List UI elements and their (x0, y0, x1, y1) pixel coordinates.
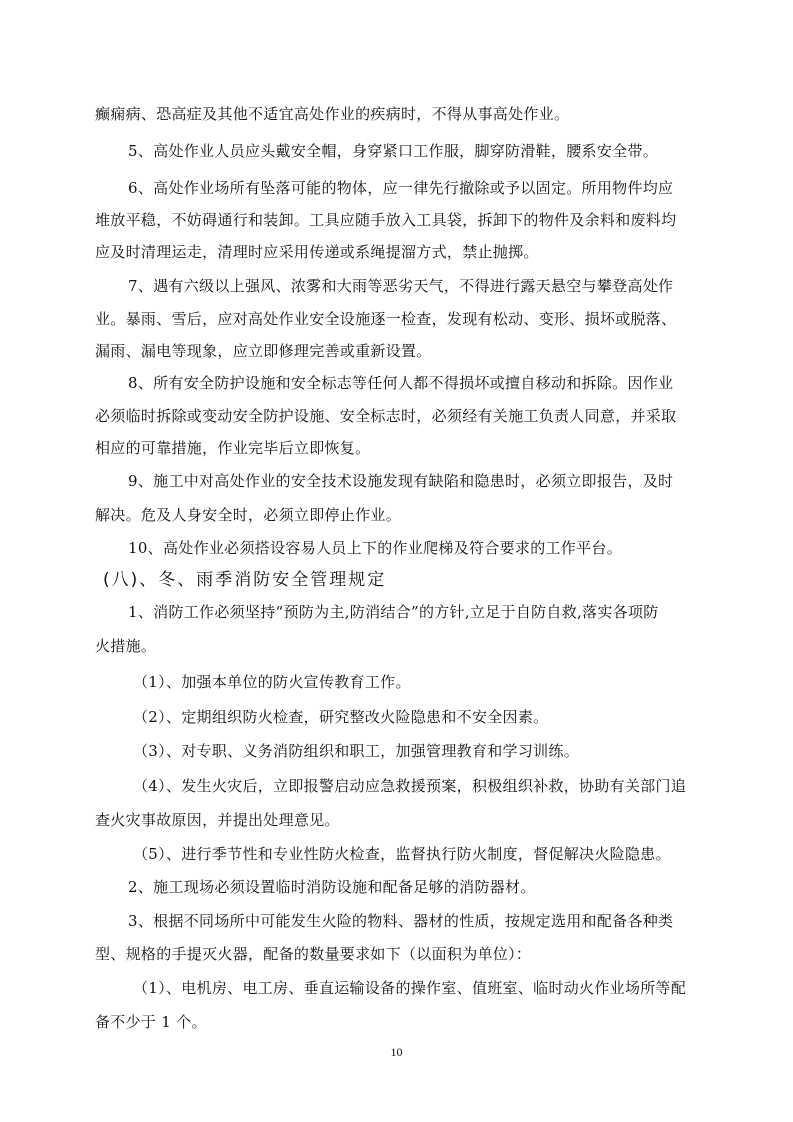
paragraph-line: 漏雨、漏电等现象，应立即修理完善或重新设置。 (95, 342, 432, 360)
paragraph-line: 7、遇有六级以上强风、浓雾和大雨等恶劣天气，不得进行露天悬空与攀登高处作 (128, 277, 674, 295)
paragraph-line: 8、所有安全防护设施和安全标志等任何人都不得损坏或擅自移动和拆除。因作业 (128, 374, 674, 392)
section-heading: (八)、冬、雨季消防安全管理规定 (103, 570, 387, 590)
paragraph-line: （4）、发生火灾后，立即报警启动应急救援预案，积极组织补救，协助有关部门追 (133, 777, 687, 795)
paragraph-line: （3）、对专职、义务消防组织和职工，加强管理教育和学习训练。 (133, 742, 580, 760)
paragraph-line: 必须临时拆除或变动安全防护设施、安全标志时，必须经有关施工负责人同意，并采取 (95, 407, 677, 425)
page-number: 10 (390, 1045, 403, 1059)
paragraph-line: 备不少于 1 个。 (95, 1013, 207, 1031)
paragraph-line: 业。暴雨、雪后，应对高处作业安全设施逐一检查，发现有松动、变形、损坏或脱落、 (95, 310, 677, 328)
paragraph-line: （1）、电机房、电工房、垂直运输设备的操作室、值班室、临时动火作业场所等配 (133, 979, 687, 997)
paragraph-line: 应及时清理运走，清理时应采用传递或系绳提溜方式，禁止抛掷。 (95, 243, 539, 261)
paragraph-line: 查火灾事故原因，并提出处理意见。 (95, 811, 340, 829)
paragraph-line: 型、规格的手提灭火器，配备的数量要求如下（以面积为单位）： (95, 945, 532, 963)
paragraph-line: 解决。危及人身安全时，必须立即停止作业。 (95, 506, 402, 524)
paragraph-line: （5）、进行季节性和专业性防火检查，监督执行防火制度，督促解决火险隐患。 (133, 845, 671, 863)
paragraph-line: 6、高处作业场所有坠落可能的物体，应一律先行撤除或予以固定。所用物件均应 (128, 179, 674, 197)
paragraph-line: 10、高处作业必须搭设容易人员上下的作业爬梯及符合要求的工作平台。 (128, 539, 622, 557)
paragraph-line: 1、消防工作必须坚持“预防为主,防消结合”的方针,立足于自防自救,落实各项防 (128, 603, 659, 621)
paragraph-line: 2、施工现场必须设置临时消防设施和配备足够的消防器材。 (128, 878, 536, 896)
paragraph-line: （2）、定期组织防火检查，研究整改火险隐患和不安全因素。 (133, 708, 549, 726)
paragraph-line: （1）、加强本单位的防火宣传教育工作。 (133, 673, 411, 691)
paragraph-line: 5、高处作业人员应头戴安全帽，身穿紧口工作服，脚穿防滑鞋，腰系安全带。 (128, 142, 659, 160)
paragraph-line: 3、根据不同场所中可能发生火险的物料、器材的性质，按规定选用和配备各种类 (128, 912, 674, 930)
paragraph-line: 火措施。 (95, 637, 157, 655)
paragraph-line: 癫痫病、恐高症及其他不适宜高处作业的疾病时，不得从事高处作业。 (95, 105, 570, 123)
paragraph-line: 相应的可靠措施，作业完毕后立即恢复。 (95, 439, 371, 457)
paragraph-line: 堆放平稳，不妨碍通行和装卸。工具应随手放入工具袋，拆卸下的物件及余料和废料均 (95, 211, 677, 229)
paragraph-line: 9、施工中对高处作业的安全技术设施发现有缺陷和隐患时，必须立即报告，及时 (128, 472, 674, 490)
